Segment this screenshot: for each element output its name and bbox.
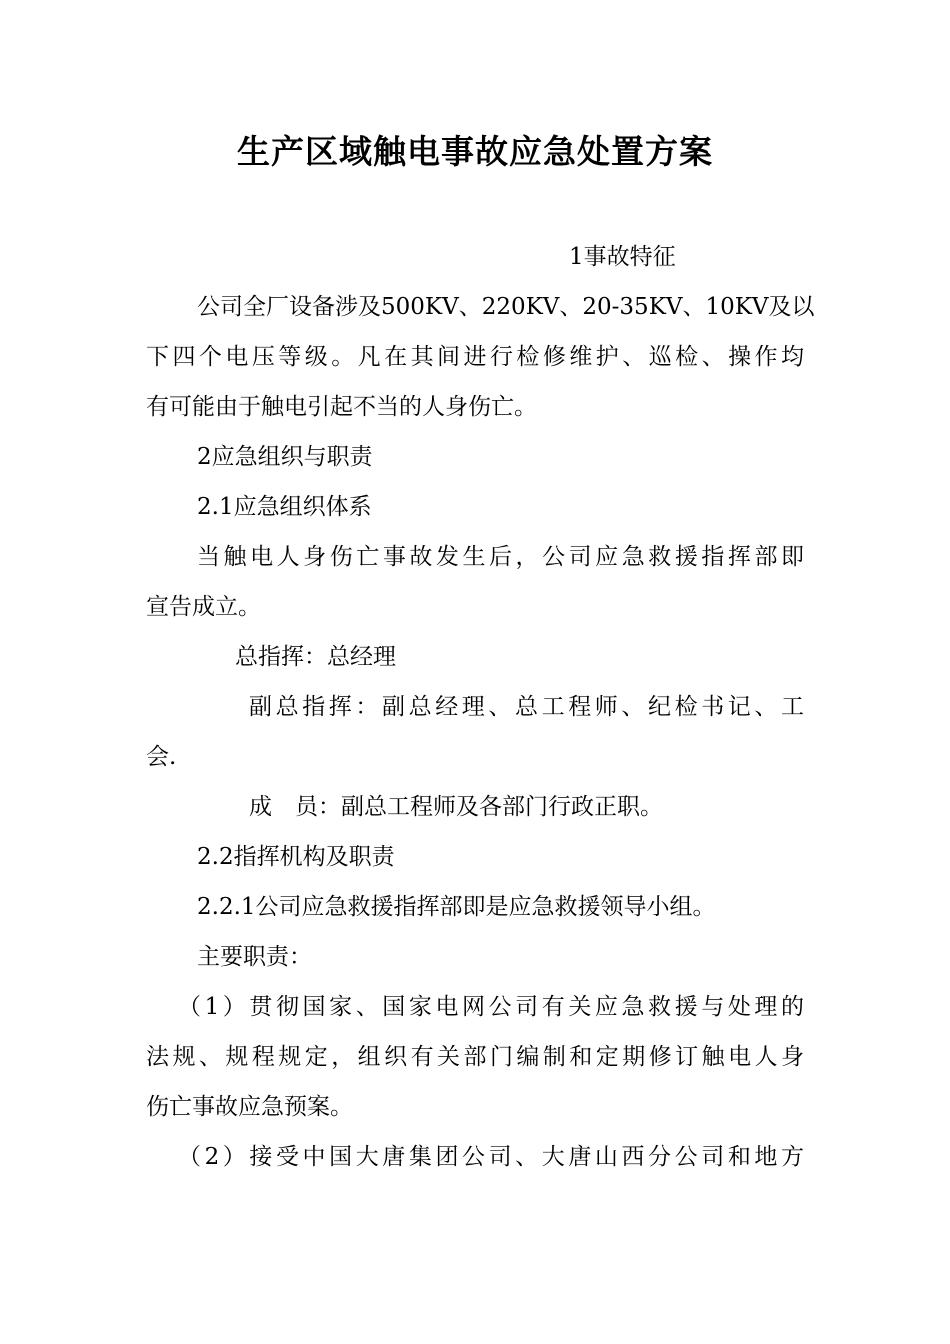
duty-1-line-1: （1）贯彻国家、国家电网公司有关应急救援与处理的 [178,994,804,1020]
paragraph-1-line-1: 公司全厂设备涉及500KV、220KV、20-35KV、10KV及以 [197,294,815,320]
paragraph-2-line-1: 当触电人身伤亡事故发生后，公司应急救援指挥部即 [197,544,804,570]
deputy-commander-line-1: 副总指挥：副总经理、总工程师、纪检书记、工 [249,694,804,720]
members-line: 成 员：副总工程师及各部门行政正职。 [249,794,663,820]
deputy-commander-line-2: 会. [146,744,177,770]
duty-2-line-1: （2）接受中国大唐集团公司、大唐山西分公司和地方 [178,1144,804,1170]
commander-line: 总指挥：总经理 [235,644,396,670]
paragraph-1-line-2: 下四个电压等级。凡在其间进行检修维护、巡检、操作均 [146,344,804,370]
paragraph-1-line-3: 有可能由于触电引起不当的人身伤亡。 [146,394,537,420]
section-2-2-1-line: 2.2.1公司应急救援指挥部即是应急救援领导小组。 [197,894,716,920]
section-2-1-heading: 2.1应急组织体系 [197,494,372,520]
duty-1-line-3: 伤亡事故应急预案。 [146,1094,353,1120]
duty-1-line-2: 法规、规程规定，组织有关部门编制和定期修订触电人身 [146,1044,804,1070]
page-title: 生产区域触电事故应急处置方案 [237,132,713,171]
section-2-heading: 2应急组织与职责 [197,444,373,470]
section-1-heading: 1事故特征 [569,244,676,270]
section-2-2-heading: 2.2指挥机构及职责 [197,844,395,870]
duties-heading: 主要职责： [197,944,312,970]
paragraph-2-line-2: 宣告成立。 [146,594,261,620]
